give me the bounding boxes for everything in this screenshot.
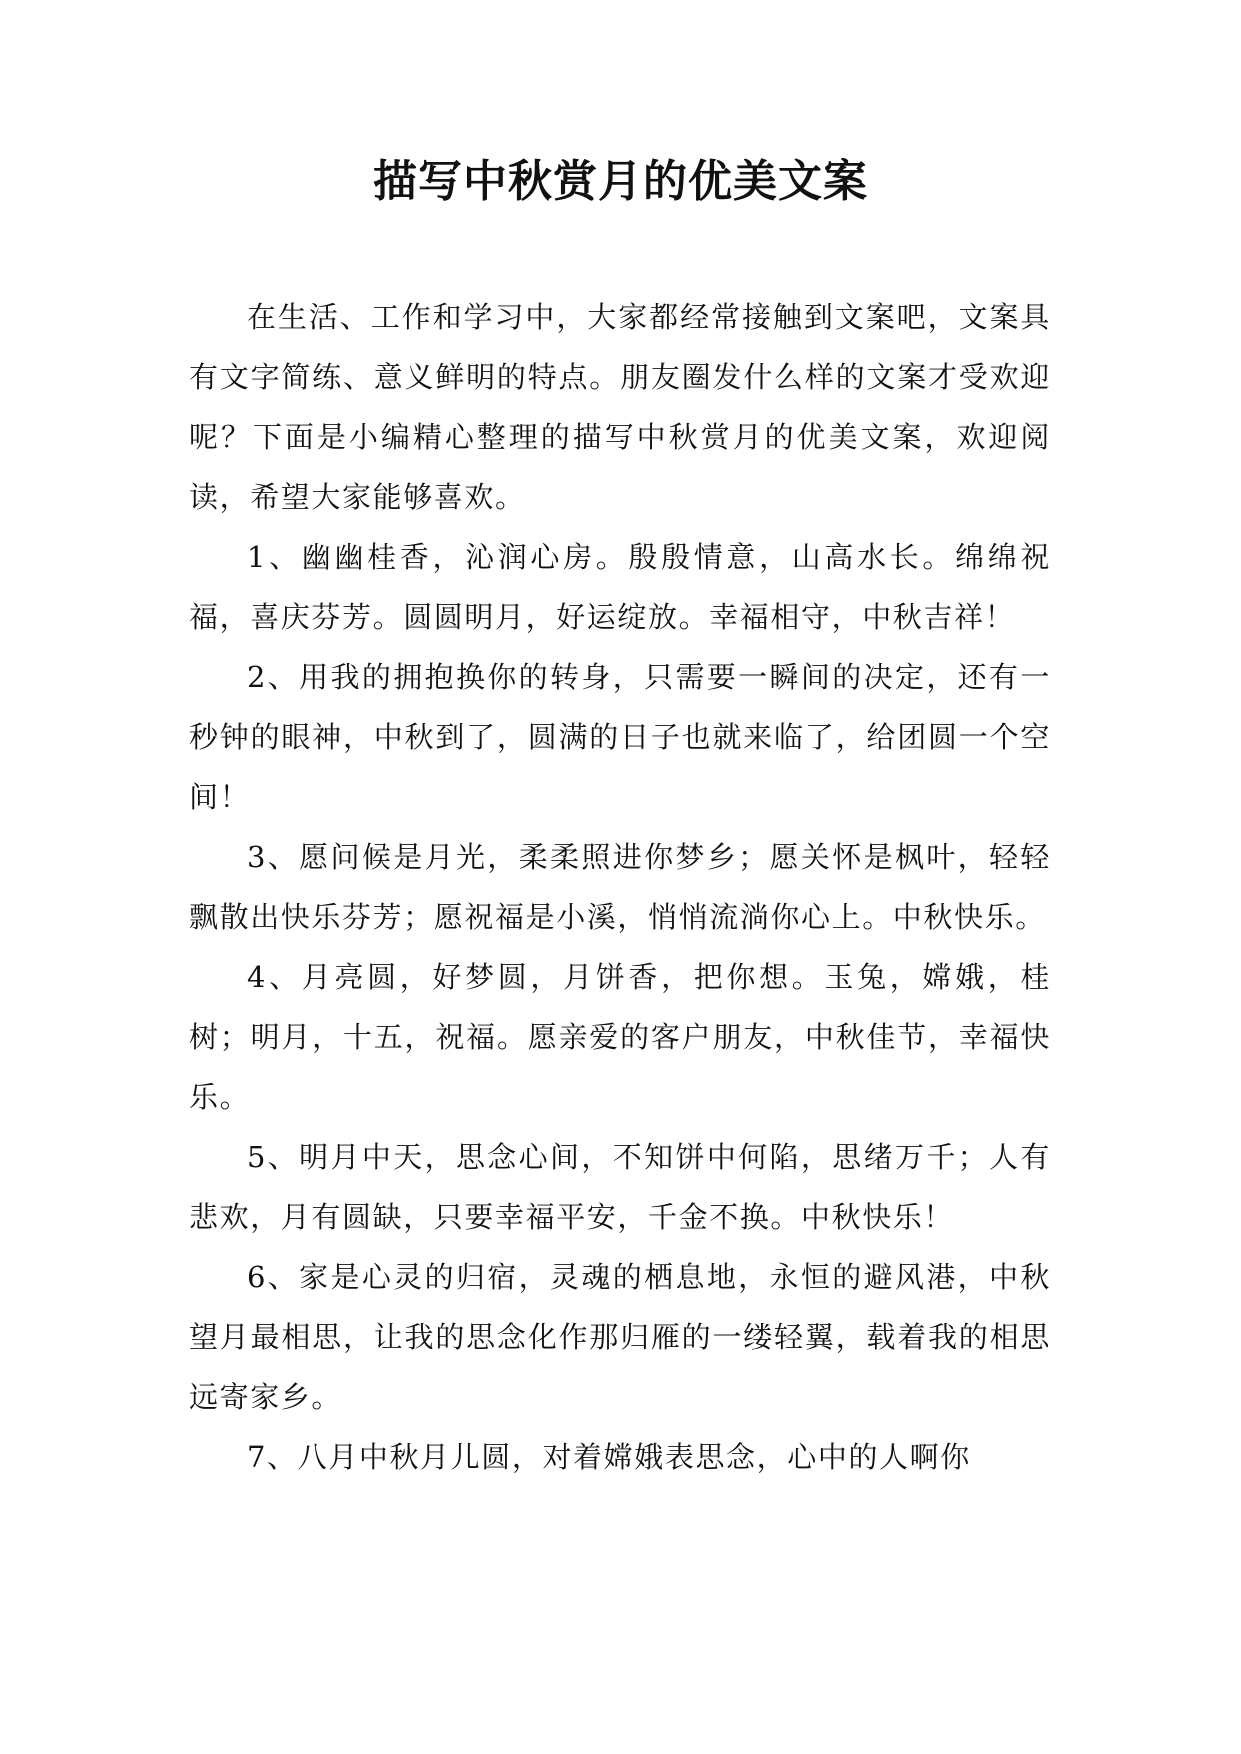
- list-item-2: 2、用我的拥抱换你的转身，只需要一瞬间的决定，还有一秒钟的眼神，中秋到了，圆满的日子也就来临了，给团圆一个空间！: [189, 660, 1051, 814]
- list-item-7: 7、八月中秋月儿圆，对着嫦娥表思念，心中的人啊你: [247, 1440, 971, 1474]
- list-item-5: 5、明月中天，思念心间，不知饼中何陷，思绪万千；人有悲欢，月有圆缺，只要幸福平安，千金不换。中秋快乐！: [189, 1140, 1051, 1234]
- document-title: 描写中秋赏月的优美文案: [373, 156, 868, 207]
- list-item-1: 1、幽幽桂香，沁润心房。殷殷情意，山高水长。绵绵祝福，喜庆芬芳。圆圆明月，好运绽放。幸福相守，中秋吉祥！: [189, 540, 1051, 634]
- list-item-3: 3、愿问候是月光，柔柔照进你梦乡；愿关怀是枫叶，轻轻飘散出快乐芬芳；愿祝福是小溪，悄悄流淌你心上。中秋快乐。: [189, 840, 1051, 934]
- list-item-6: 6、家是心灵的归宿，灵魂的栖息地，永恒的避风港，中秋望月最相思，让我的思念化作那归雁的一缕轻翼，载着我的相思远寄家乡。: [189, 1260, 1051, 1414]
- intro-paragraph: 在生活、工作和学习中，大家都经常接触到文案吧，文案具有文字简练、意义鲜明的特点。朋友圈发什么样的文案才受欢迎呢？下面是小编精心整理的描写中秋赏月的优美文案，欢迎阅读，希望大家能够喜欢。: [189, 300, 1051, 514]
- document-body: [189, 287, 1051, 1487]
- list-item-4: 4、月亮圆，好梦圆，月饼香，把你想。玉兔，嫦娥，桂树；明月，十五，祝福。愿亲爱的客户朋友，中秋佳节，幸福快乐。: [189, 960, 1051, 1114]
